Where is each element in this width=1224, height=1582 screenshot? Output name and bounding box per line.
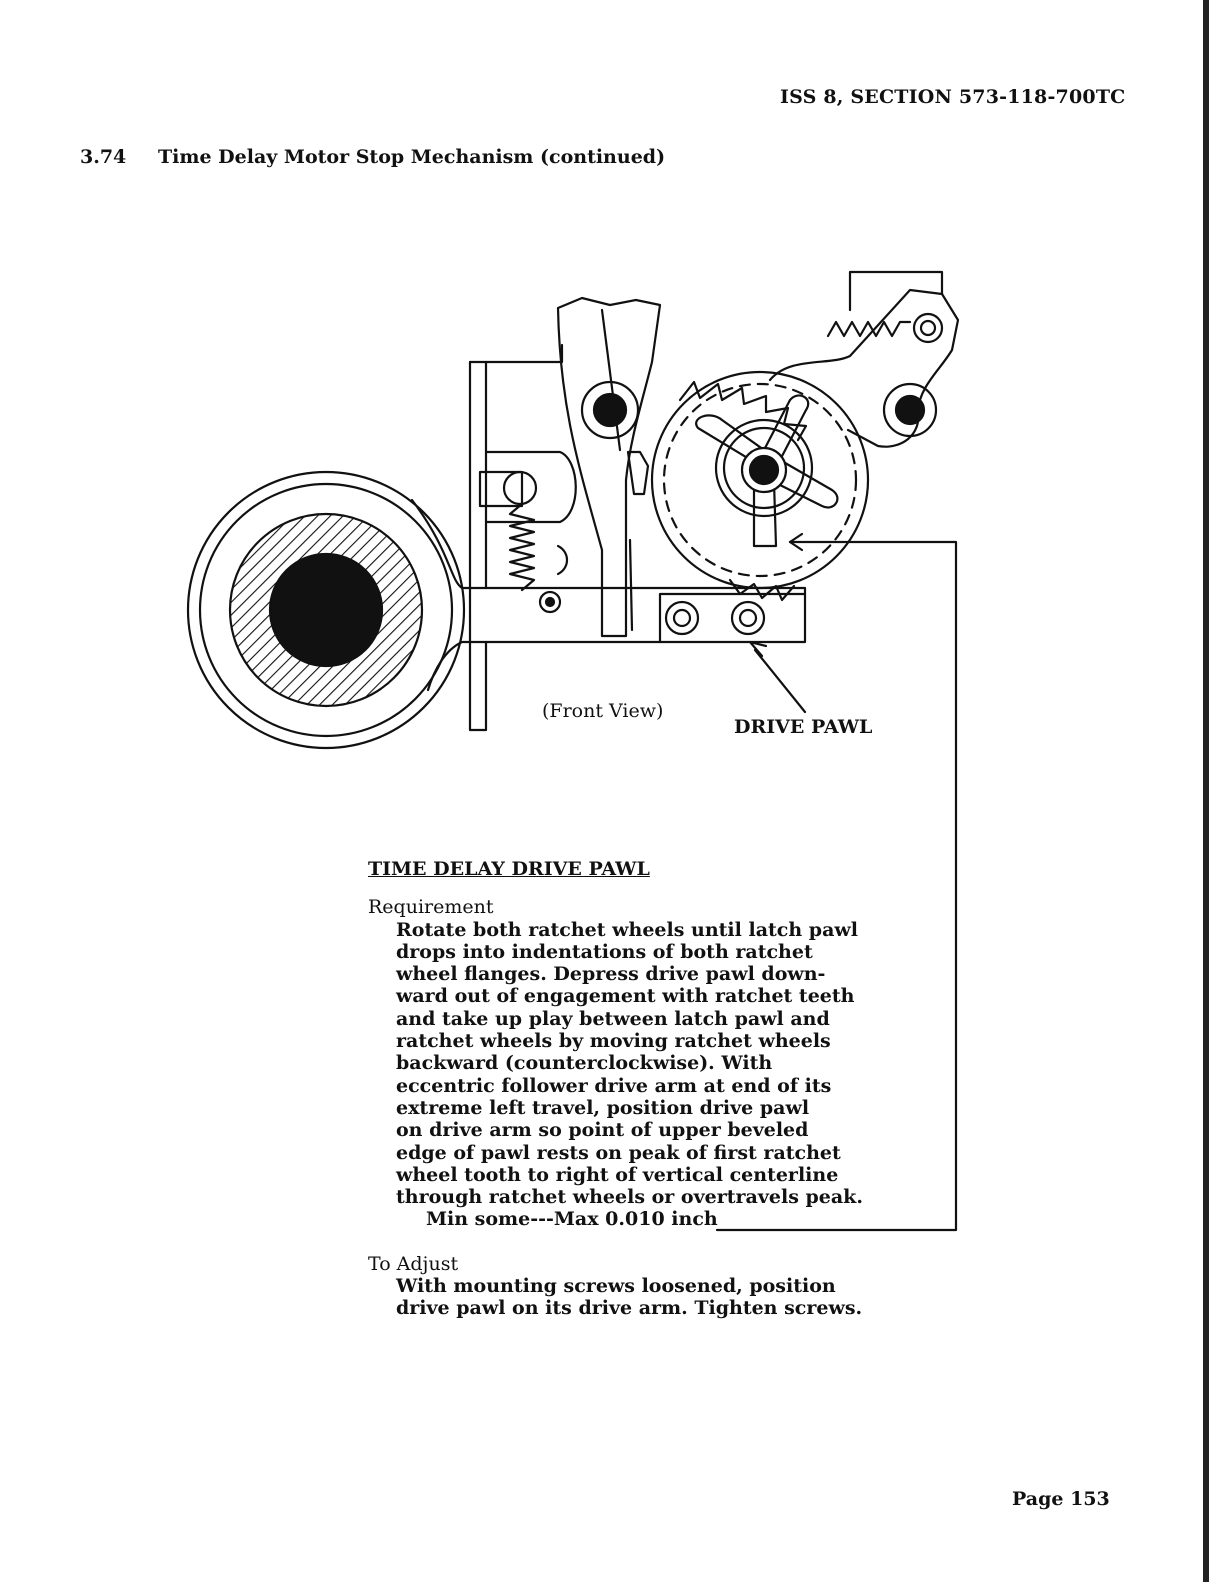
requirement-line: through ratchet wheels or overtravels peak. [396, 1186, 863, 1209]
requirement-line: on drive arm so point of upper beveled [396, 1119, 809, 1142]
requirement-line: wheel flanges. Depress drive pawl down- [396, 963, 826, 986]
requirement-line: drops into indentations of both ratchet [396, 940, 813, 963]
adjust-line: drive pawl on its drive arm. Tighten screws. [396, 1297, 863, 1320]
procedure-title: TIME DELAY DRIVE PAWL [368, 858, 650, 880]
requirement-line: wheel tooth to right of vertical centerline [396, 1163, 839, 1186]
requirement-line: and take up play between latch pawl and [396, 1007, 830, 1030]
procedure-block [368, 858, 968, 1320]
section-number: 3.74 [80, 146, 127, 168]
left-spring [510, 504, 534, 590]
adjust-line: With mounting screws loosened, position [396, 1275, 836, 1298]
front-view-label: (Front View) [542, 700, 664, 722]
requirement-line: eccentric follower drive arm at end of its [396, 1074, 832, 1097]
requirement-text [368, 919, 968, 1209]
drive-pawl-leader [755, 650, 805, 712]
requirement-line: backward (counterclockwise). With [396, 1052, 773, 1075]
adjust-heading: To Adjust [368, 1252, 459, 1275]
tolerance-text: Min some---Max 0.010 inch [426, 1208, 718, 1231]
section-heading [80, 146, 665, 168]
eccentric-shaft [270, 554, 382, 666]
requirement-heading: Requirement [368, 896, 494, 919]
section-title: Time Delay Motor Stop Mechanism (continued) [158, 146, 666, 168]
adjust-text [368, 1275, 968, 1320]
requirement-line: edge of pawl rests on peak of first ratchet [396, 1141, 841, 1164]
page-number: Page 153 [1012, 1488, 1110, 1510]
document-header: ISS 8, SECTION 573-118-700TC [780, 86, 1126, 108]
requirement-line: Rotate both ratchet wheels until latch pawl [396, 918, 858, 941]
requirement-line: ward out of engagement with ratchet teeth [396, 985, 855, 1008]
scan-edge [1203, 0, 1209, 1582]
ratchet-teeth-bottom [730, 580, 794, 600]
drive-pawl-label: DRIVE PAWL [734, 716, 873, 738]
requirement-line: ratchet wheels by moving ratchet wheels [396, 1030, 831, 1053]
requirement-line: extreme left travel, position drive pawl [396, 1096, 810, 1119]
